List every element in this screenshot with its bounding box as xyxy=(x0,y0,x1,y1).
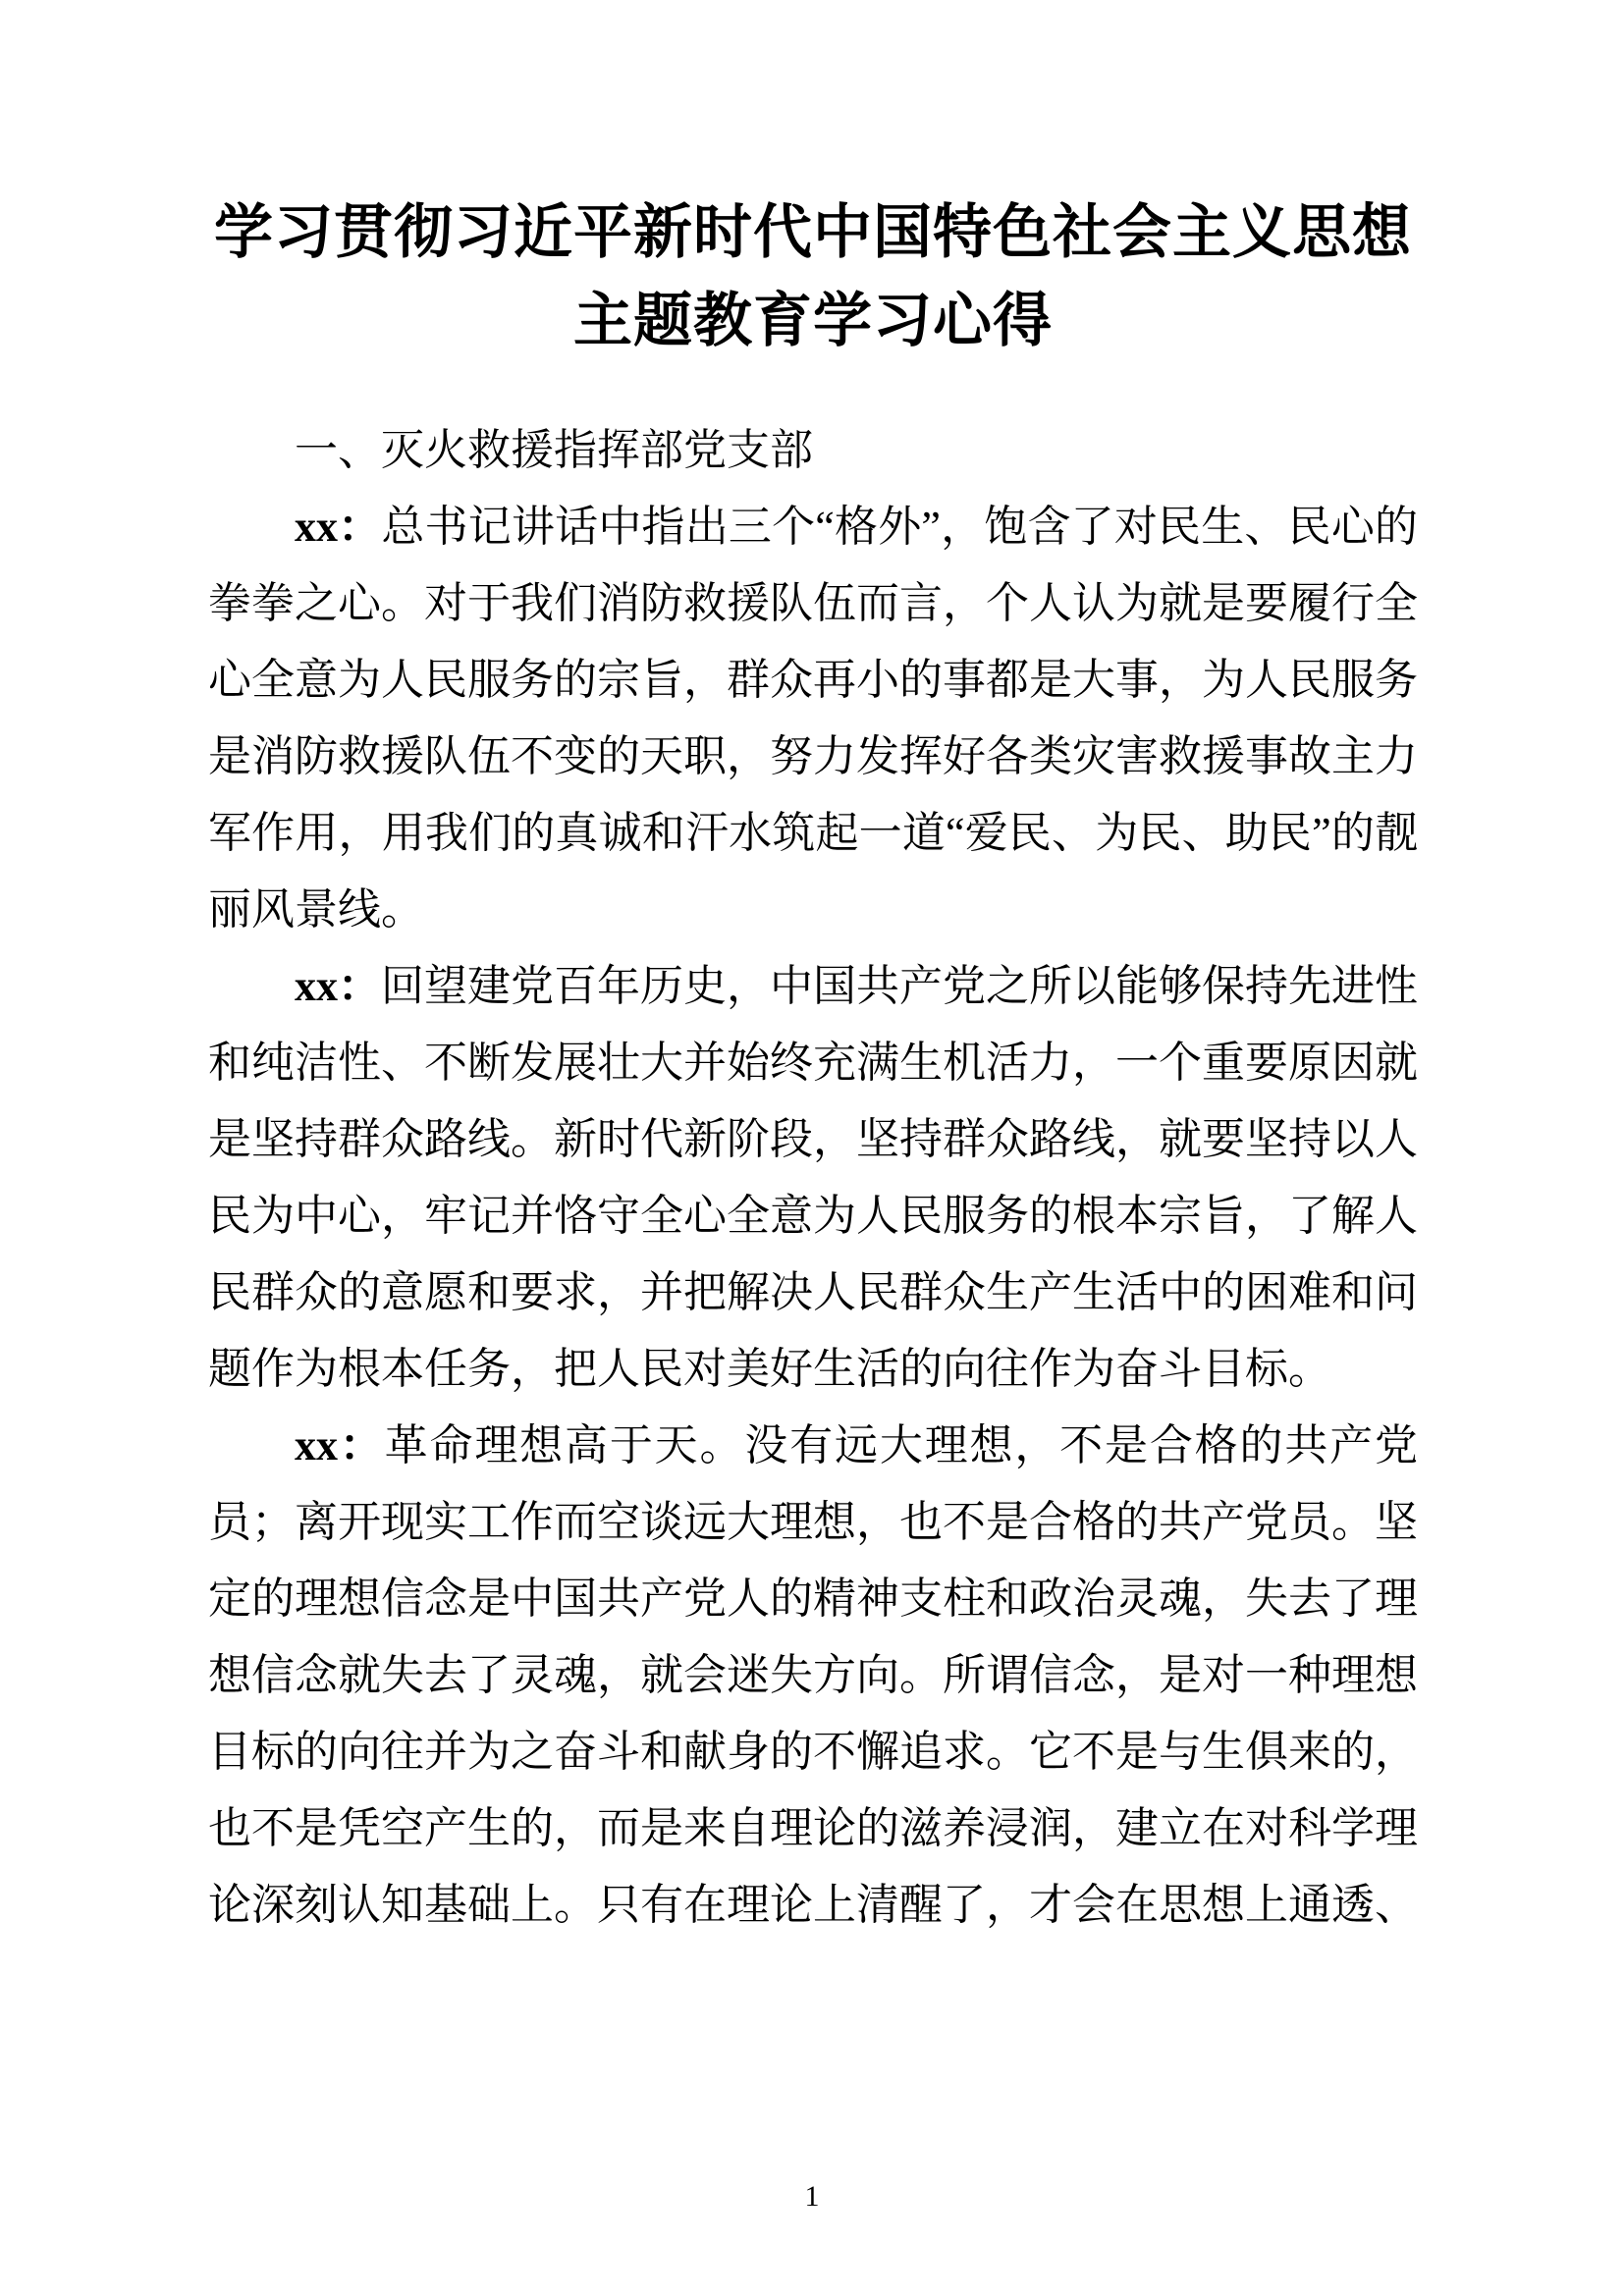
paragraph-text: 回望建党百年历史，中国共产党之所以能够保持先进性和纯洁性、不断发展壮大并始终充满生机活力，一个重要原因就是坚持群众路线。新时代新阶段，坚持群众路线，就要坚持以人民为中心，牢记并恪守全心全意为人民服务的根本宗旨，了解人民群众的意愿和要求，并把解决人民群众生产生活中的困难和问题作为根本任务，把人民对美好生活的向往作为奋斗目标。 xyxy=(208,962,1418,1393)
paragraph xyxy=(208,1408,1418,1944)
paragraph-text: 革命理想高于天。没有远大理想，不是合格的共产党员；离开现实工作而空谈远大理想，也不是合格的共产党员。坚定的理想信念是中国共产党人的精神支柱和政治灵魂，失去了理想信念就失去了灵魂，就会迷失方向。所谓信念，是对一种理想目标的向往并为之奋斗和献身的不懈追求。它不是与生俱来的，也不是凭空产生的，而是来自理论的滋养浸润，建立在对科学理论深刻认知基础上。只有在理论上清醒了，才会在思想上通透、 xyxy=(208,1421,1419,1929)
section-heading: 一、灭火救援指挥部党支部 xyxy=(295,426,813,474)
document-title xyxy=(208,188,1418,365)
paragraph xyxy=(208,489,1418,948)
paragraph-prefix: xx： xyxy=(295,503,382,551)
document-title-line-1: 学习贯彻习近平新时代中国特色社会主义思想 xyxy=(214,199,1412,265)
paragraph xyxy=(208,948,1418,1408)
paragraph-prefix: xx： xyxy=(295,962,381,1010)
paragraph-prefix: xx： xyxy=(295,1421,385,1469)
paragraph-text: 总书记讲话中指出三个“格外”，饱含了对民生、民心的拳拳之心。对于我们消防救援队伍而言，个人认为就是要履行全心全意为人民服务的宗旨，群众再小的事都是大事，为人民服务是消防救援队伍不变的天职，努力发挥好各类灾害救援事故主力军作用，用我们的真诚和汗水筑起一道“爱民、为民、助民”的靓丽风景线。 xyxy=(208,503,1419,934)
document-title-line-2: 主题教育学习心得 xyxy=(573,288,1053,353)
page-number: 1 xyxy=(804,2180,820,2213)
